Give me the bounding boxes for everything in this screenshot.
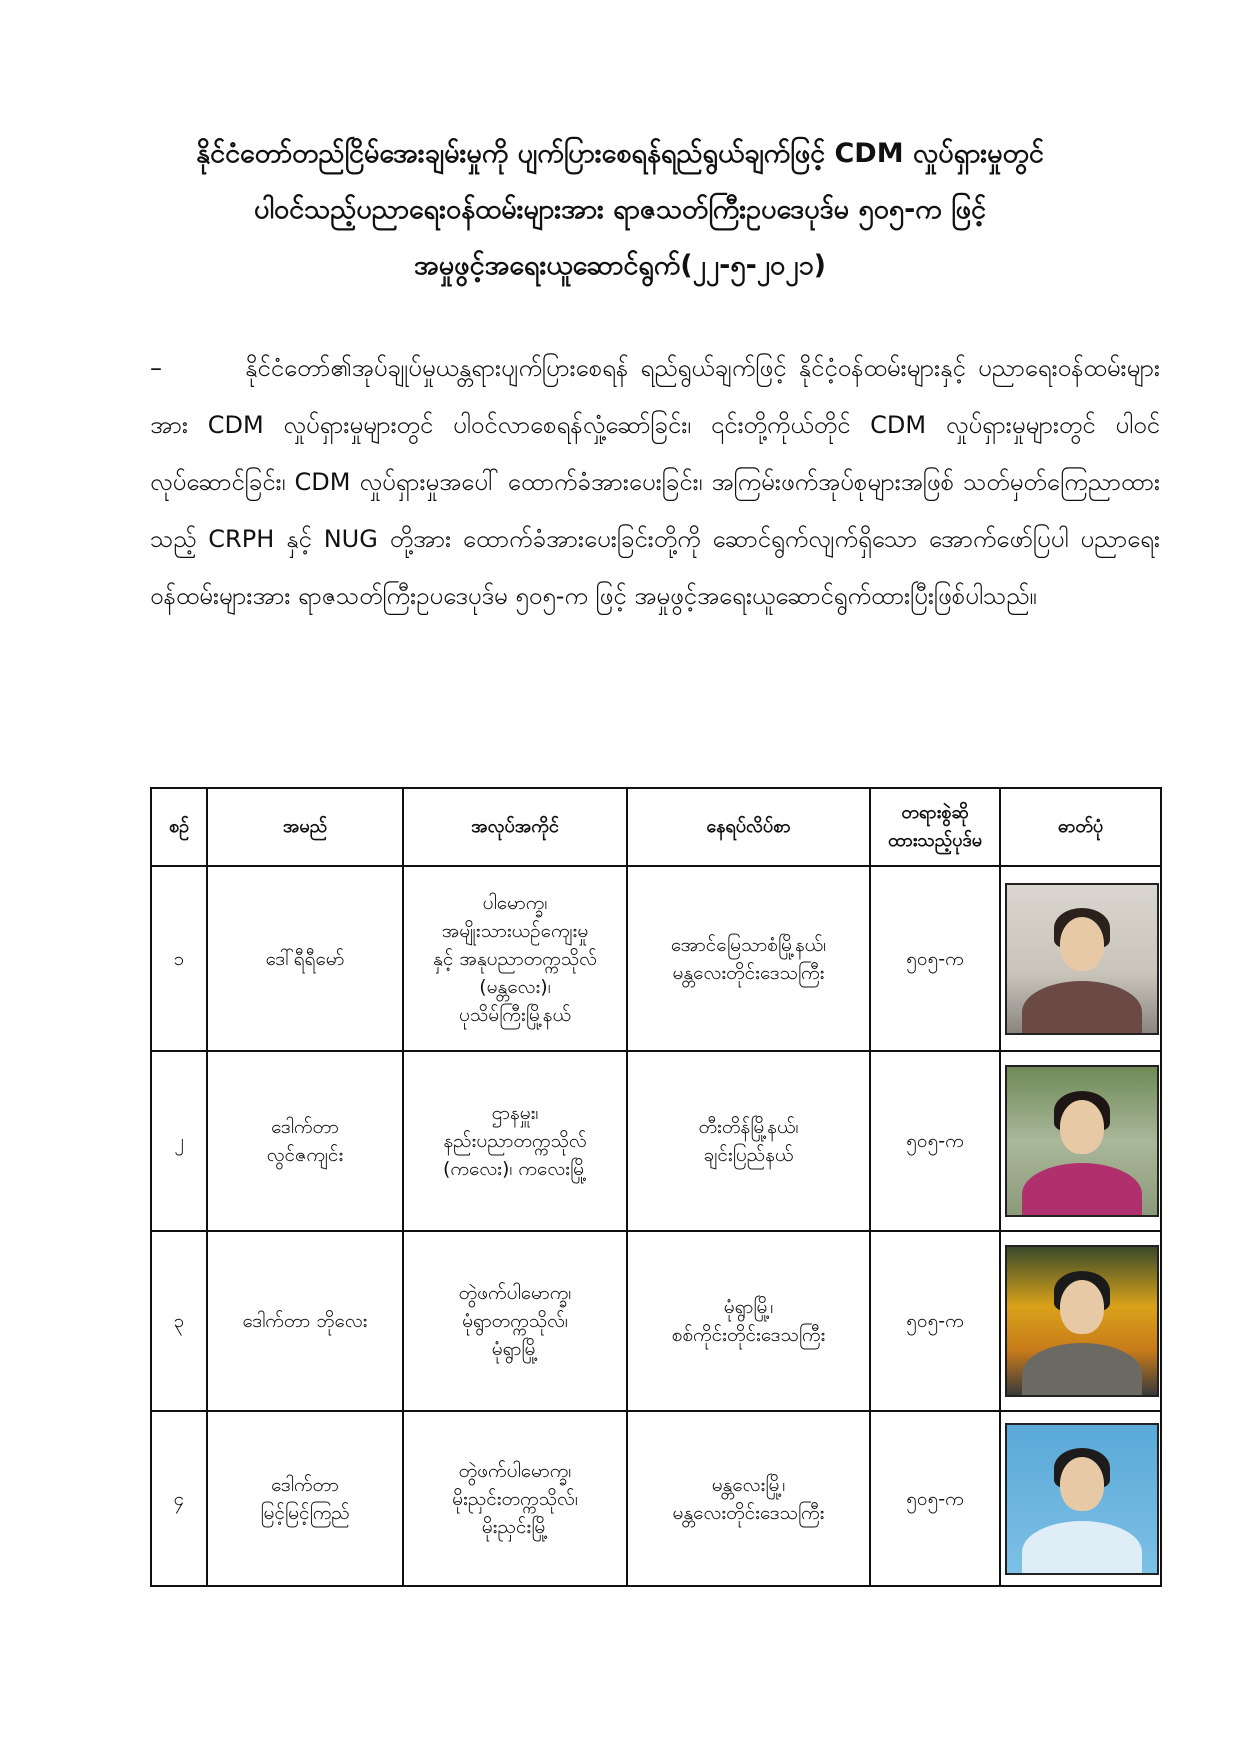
cell-photo	[1000, 1231, 1161, 1411]
header-address: နေရပ်လိပ်စာ	[627, 788, 870, 866]
header-section-line-1: တရားစွဲဆို	[901, 802, 969, 823]
cell-no: ၂	[151, 1051, 207, 1231]
portrait-photo	[1005, 1423, 1159, 1575]
address-line: အောင်မြေသာစံမြို့နယ်၊	[670, 933, 827, 956]
table-header-row	[151, 788, 1161, 866]
job-line: ပါမောက္ခ၊	[482, 891, 548, 914]
address-line: စစ်ကိုင်းတိုင်းဒေသကြီး	[671, 1324, 826, 1346]
cell-job	[403, 1411, 627, 1586]
cell-job	[403, 866, 627, 1051]
address-line: မန္တလေးတိုင်းဒေသကြီး	[672, 961, 825, 984]
name-line: ဒေါ်ရီရီမော်	[265, 947, 345, 970]
header-section	[870, 788, 1000, 866]
table-row	[151, 1411, 1161, 1586]
job-line: မုံရွာမြို့	[491, 1338, 539, 1360]
cell-section: ၅၀၅-က	[870, 1051, 1000, 1231]
job-line: မုံရွာတက္ကသိုလ်၊	[462, 1310, 568, 1332]
header-name: အမည်	[207, 788, 403, 866]
cell-no: ၄	[151, 1411, 207, 1586]
cell-name	[207, 1231, 403, 1411]
address-line: မုံရွာမြို့၊	[723, 1296, 774, 1318]
intro-paragraph	[150, 340, 1160, 625]
title-line-2: ပါဝင်သည့်ပညာရေးဝန်ထမ်းများအား ရာဇသတ်ကြီးဥပဒေပုဒ်မ ၅၀၅-က ဖြင့်	[253, 194, 987, 225]
cell-job	[403, 1051, 627, 1231]
paragraph-text: နိုင်ငံတော်၏အုပ်ချုပ်မှုယန္တရားပျက်ပြားစေရန် ရည်ရွယ်ချက်ဖြင့် နိုင်ငံ့ဝန်ထမ်းများနှင့် ပညာရေးဝန်ထမ်းများအား CDM လှုပ်ရှားမှုများတွင် ပါဝင်လာစေရန်လှုံ့ဆော်ခြင်း၊ ၎င်းတို့ကိုယ်တိုင် CDM လှုပ်ရှားမှုများတွင် ပါဝင်လုပ်ဆောင်ခြင်း၊ CDM လှုပ်ရှားမှုအပေါ် ထောက်ခံအားပေးခြင်း၊ အကြမ်းဖက်အုပ်စုများအဖြစ် သတ်မှတ်ကြေညာထားသည့် CRPH နှင့် NUG တို့အား ထောက်ခံအားပေးခြင်းတို့ကို ဆောင်ရွက်လျက်ရှိသော အောက်ဖော်ပြပါ ပညာရေးဝန်ထမ်းများအား ရာဇသတ်ကြီးဥပဒေပုဒ်မ ၅၀၅-က ဖြင့် အမှုဖွင့်အရေးယူဆောင်ရွက်ထားပြီးဖြစ်ပါသည်။	[150, 354, 1160, 610]
address-line: မန္တလေးမြို့၊	[711, 1473, 786, 1496]
records-table	[150, 787, 1162, 1587]
job-line: မိုးညှင်းတက္ကသိုလ်၊	[452, 1487, 578, 1510]
cell-photo	[1000, 1051, 1161, 1231]
document-title	[120, 126, 1120, 294]
job-line: (မန္တလေး)၊	[479, 975, 551, 998]
job-line: (ကလေး)၊ ကလေးမြို့	[443, 1158, 587, 1180]
cell-photo	[1000, 1411, 1161, 1586]
cell-name	[207, 1411, 403, 1586]
job-line: မိုးညှင်းမြို့	[481, 1515, 549, 1538]
job-line: တွဲဖက်ပါမောက္ခ၊	[458, 1282, 572, 1304]
address-line: ချင်းပြည်နယ်	[703, 1144, 794, 1166]
name-line: လွင်ဇကျင်း	[266, 1144, 344, 1166]
header-photo: ဓာတ်ပုံ	[1000, 788, 1161, 866]
cell-section: ၅၀၅-က	[870, 1411, 1000, 1586]
table-row	[151, 866, 1161, 1051]
job-line: အမျိုးသားယဉ်ကျေးမှု	[441, 919, 589, 942]
job-line: နှင့် အနုပညာတက္ကသိုလ်	[433, 947, 597, 970]
name-line: ဒေါက်တာ	[271, 1116, 339, 1138]
cell-job	[403, 1231, 627, 1411]
header-section-line-2: ထားသည့်ပုဒ်မ	[887, 830, 983, 851]
cell-address	[627, 866, 870, 1051]
cell-no: ၁	[151, 866, 207, 1051]
cell-address	[627, 1231, 870, 1411]
cell-address	[627, 1411, 870, 1586]
job-line: ဌာနမှူး၊	[491, 1102, 539, 1124]
title-line-1: နိုင်ငံတော်တည်ငြိမ်အေးချမ်းမှုကို ပျက်ပြားစေရန်ရည်ရွယ်ချက်ဖြင့် CDM လှုပ်ရှားမှုတွင်	[196, 138, 1044, 169]
title-line-3: အမှုဖွင့်အရေးယူဆောင်ရွက်(၂၂-၅-၂၀၂၁)	[413, 250, 827, 281]
job-line: ပုသိမ်ကြီးမြို့နယ်	[459, 1003, 571, 1026]
cell-section: ၅၀၅-က	[870, 866, 1000, 1051]
group-photo	[1005, 1245, 1159, 1397]
name-line: ဒေါက်တာ	[271, 1473, 339, 1496]
address-line: တီးတိန်မြို့နယ်၊	[698, 1116, 799, 1138]
header-no: စဉ်	[151, 788, 207, 866]
name-line: ဒေါက်တာ ဘိုလေး	[242, 1310, 368, 1332]
job-line: တွဲဖက်ပါမောက္ခ၊	[458, 1459, 572, 1482]
portrait-photo	[1005, 1065, 1159, 1217]
name-line: မြင့်မြင့်ကြည်	[260, 1501, 350, 1524]
address-line: မန္တလေးတိုင်းဒေသကြီး	[672, 1501, 825, 1524]
cell-name	[207, 866, 403, 1051]
header-job: အလုပ်အကိုင်	[403, 788, 627, 866]
paragraph-dash: –	[150, 354, 162, 382]
portrait-photo	[1005, 883, 1159, 1035]
cell-address	[627, 1051, 870, 1231]
cell-name	[207, 1051, 403, 1231]
cell-no: ၃	[151, 1231, 207, 1411]
cell-section: ၅၀၅-က	[870, 1231, 1000, 1411]
job-line: နည်းပညာတက္ကသိုလ်	[443, 1130, 587, 1152]
cell-photo	[1000, 866, 1161, 1051]
table-row	[151, 1051, 1161, 1231]
table-row	[151, 1231, 1161, 1411]
